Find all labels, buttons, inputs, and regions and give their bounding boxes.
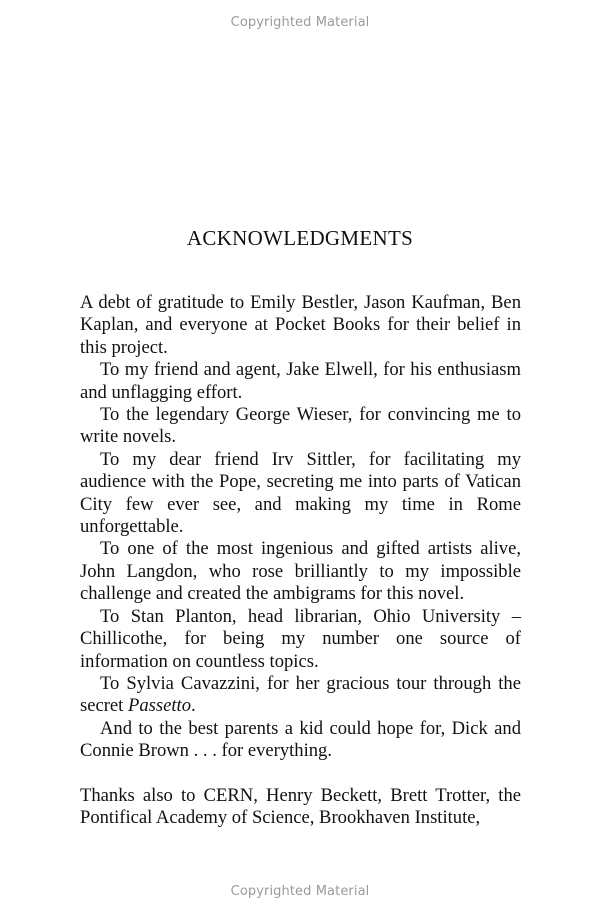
- paragraph-7-end: .: [191, 695, 196, 717]
- paragraph-6: To Stan Planton, head librarian, Ohio University – Chillicothe, for being my number one source of information on countless topics.: [80, 605, 521, 672]
- acknowledgments-body: [80, 292, 521, 830]
- watermark-bottom: Copyrighted Material: [230, 884, 370, 899]
- paragraph-8: And to the best parents a kid could hope for, Dick and Connie Brown . . . for everything.: [80, 717, 521, 762]
- paragraph-3: To the legendary George Wieser, for convincing me to write novels.: [80, 404, 521, 448]
- paragraph-4: To my dear friend Irv Sittler, for facilitating my audience with the Pope, secreting me into parts of Vatican City few ever see, and making my time in Rome unforgettable.: [80, 448, 521, 538]
- watermark-top: Copyrighted Material: [230, 15, 370, 30]
- page-heading: ACKNOWLEDGMENTS: [186, 226, 414, 250]
- paragraph-7-text: To Sylvia Cavazzini, for her gracious tour through the secret: [80, 672, 521, 717]
- paragraph-9: Thanks also to CERN, Henry Beckett, Brett Trotter, the Pontifical Academy of Science, Brookhaven Institute,: [80, 784, 521, 829]
- paragraph-5: To one of the most ingenious and gifted artists alive, John Langdon, who rose brilliantly to my impossible challenge and created the ambigrams for this novel.: [80, 538, 521, 605]
- paragraph-2: To my friend and agent, Jake Elwell, for his enthusiasm and unflagging effort.: [80, 359, 521, 403]
- paragraph-1: A debt of gratitude to Emily Bestler, Jason Kaufman, Ben Kaplan, and everyone at Pocket Books for their belief in this project.: [80, 292, 521, 358]
- passetto-italic: Passetto: [128, 695, 192, 717]
- paragraph-7: [80, 673, 521, 718]
